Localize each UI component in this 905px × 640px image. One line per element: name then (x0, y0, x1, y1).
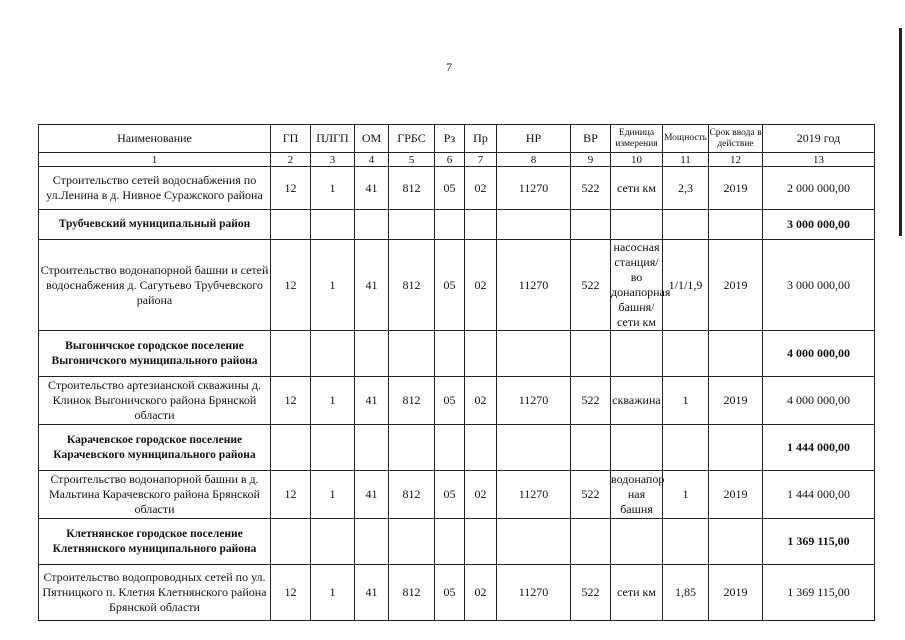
rz-cell: 05 (435, 565, 465, 621)
column-number: 10 (611, 153, 663, 167)
unit-cell: насосная станция/во донапорная башня/ сети км (611, 240, 671, 329)
group-row (39, 331, 875, 377)
pr-cell: 02 (465, 167, 497, 210)
project-name: Строительство водонапорной башни в д. Мальтина Карачевского района Брянской области (39, 471, 271, 519)
group-row (39, 519, 875, 565)
rz-cell: 05 (435, 240, 465, 331)
group-name: Трубчевский муниципальный район (39, 210, 271, 240)
term-cell: 2019 (709, 565, 763, 621)
amount-cell: 1 369 115,00 (763, 565, 875, 621)
col-pr-header: Пр (465, 125, 497, 153)
column-number: 7 (465, 153, 497, 167)
col-grbs-header: ГРБС (389, 125, 435, 153)
col-unit-header: Единица измерения (611, 125, 663, 153)
plgp-cell: 1 (311, 471, 355, 519)
project-name: Строительство артезианской скважины д. Клинок Выгоничского района Брянской области (39, 377, 271, 425)
amount-cell: 3 000 000,00 (763, 240, 875, 331)
column-number: 9 (571, 153, 611, 167)
gp-cell: 12 (271, 167, 311, 210)
vr-cell: 522 (571, 377, 611, 425)
margin-rule (899, 28, 902, 236)
table-row (39, 565, 875, 621)
term-cell: 2019 (709, 377, 763, 425)
om-cell: 41 (355, 377, 389, 425)
plgp-cell: 1 (311, 240, 355, 331)
grbs-cell: 812 (389, 167, 435, 210)
amount-cell: 1 444 000,00 (763, 471, 875, 519)
plgp-cell: 1 (311, 377, 355, 425)
om-cell: 41 (355, 167, 389, 210)
nr-cell: 11270 (497, 471, 571, 519)
col-rz-header: Рз (435, 125, 465, 153)
capacity-cell: 2,3 (663, 167, 709, 210)
term-cell: 2019 (709, 471, 763, 519)
grbs-cell: 812 (389, 240, 435, 331)
vr-cell: 522 (571, 471, 611, 519)
column-number: 4 (355, 153, 389, 167)
project-name: Строительство сетей водоснабжения по ул.Ленина в д. Нивное Суражского района (39, 167, 271, 210)
column-number: 11 (663, 153, 709, 167)
column-number: 3 (311, 153, 355, 167)
nr-cell: 11270 (497, 240, 571, 331)
term-cell: 2019 (709, 167, 763, 210)
unit-cell: сети км (611, 565, 663, 621)
term-cell: 2019 (709, 240, 763, 331)
col-nr-header: НР (497, 125, 571, 153)
capacity-cell: 1 (663, 377, 709, 425)
vr-cell: 522 (571, 167, 611, 210)
col-gp-header: ГП (271, 125, 311, 153)
column-number: 5 (389, 153, 435, 167)
group-name: Карачевское городское поселение Карачевского муниципального района (39, 425, 271, 471)
table-row (39, 377, 875, 425)
capacity-cell: 1 (663, 471, 709, 519)
rz-cell: 05 (435, 471, 465, 519)
group-row (39, 210, 875, 240)
unit-cell: водонапор ная башня (611, 471, 663, 519)
col-om-header: ОМ (355, 125, 389, 153)
amount-cell: 2 000 000,00 (763, 167, 875, 210)
table-row (39, 240, 875, 331)
vr-cell: 522 (571, 240, 611, 331)
grbs-cell: 812 (389, 565, 435, 621)
column-number: 8 (497, 153, 571, 167)
col-year-header: 2019 год (763, 125, 875, 153)
column-number: 12 (709, 153, 763, 167)
pr-cell: 02 (465, 565, 497, 621)
project-name: Строительство водонапорной башни и сетей водоснабжения д. Сагутьево Трубчевского района (39, 240, 271, 331)
group-name: Клетнянское городское поселение Клетнянского муниципального района (39, 519, 271, 565)
om-cell: 41 (355, 471, 389, 519)
group-row (39, 425, 875, 471)
column-number: 6 (435, 153, 465, 167)
grbs-cell: 812 (389, 471, 435, 519)
group-amount-cell: 4 000 000,00 (763, 331, 875, 377)
col-term-header: Срок ввода в действие (709, 125, 763, 153)
budget-table (38, 124, 875, 621)
nr-cell: 11270 (497, 377, 571, 425)
header-row (39, 125, 875, 153)
pr-cell: 02 (465, 240, 497, 331)
rz-cell: 05 (435, 167, 465, 210)
capacity-cell: 1/1/1,9 (663, 240, 709, 331)
amount-cell: 4 000 000,00 (763, 377, 875, 425)
column-number: 1 (39, 153, 271, 167)
table-row (39, 471, 875, 519)
unit-cell: сети км (611, 167, 663, 210)
unit-cell: скважина (611, 377, 663, 425)
plgp-cell: 1 (311, 167, 355, 210)
column-number: 13 (763, 153, 875, 167)
grbs-cell: 812 (389, 377, 435, 425)
col-capacity-header: Мощность (663, 125, 709, 153)
nr-cell: 11270 (497, 167, 571, 210)
project-name: Строительство водопроводных сетей по ул. Пятницкого п. Клетня Клетнянского района Брянской области (39, 565, 271, 621)
table-row (39, 167, 875, 210)
nr-cell: 11270 (497, 565, 571, 621)
om-cell: 41 (355, 240, 389, 331)
col-name-header: Наименование (39, 125, 271, 153)
om-cell: 41 (355, 565, 389, 621)
page-number: 7 (446, 60, 452, 74)
gp-cell: 12 (271, 565, 311, 621)
col-vr-header: ВР (571, 125, 611, 153)
capacity-cell: 1,85 (663, 565, 709, 621)
group-amount-cell: 1 444 000,00 (763, 425, 875, 471)
pr-cell: 02 (465, 471, 497, 519)
col-plgp-header: ПЛГП (311, 125, 355, 153)
plgp-cell: 1 (311, 565, 355, 621)
column-number: 2 (271, 153, 311, 167)
gp-cell: 12 (271, 377, 311, 425)
gp-cell: 12 (271, 240, 311, 331)
group-amount-cell: 3 000 000,00 (763, 210, 875, 240)
group-amount-cell: 1 369 115,00 (763, 519, 875, 565)
group-name: Выгоничское городское поселение Выгоничского муниципального района (39, 331, 271, 377)
rz-cell: 05 (435, 377, 465, 425)
pr-cell: 02 (465, 377, 497, 425)
gp-cell: 12 (271, 471, 311, 519)
vr-cell: 522 (571, 565, 611, 621)
column-number-row (39, 153, 875, 167)
